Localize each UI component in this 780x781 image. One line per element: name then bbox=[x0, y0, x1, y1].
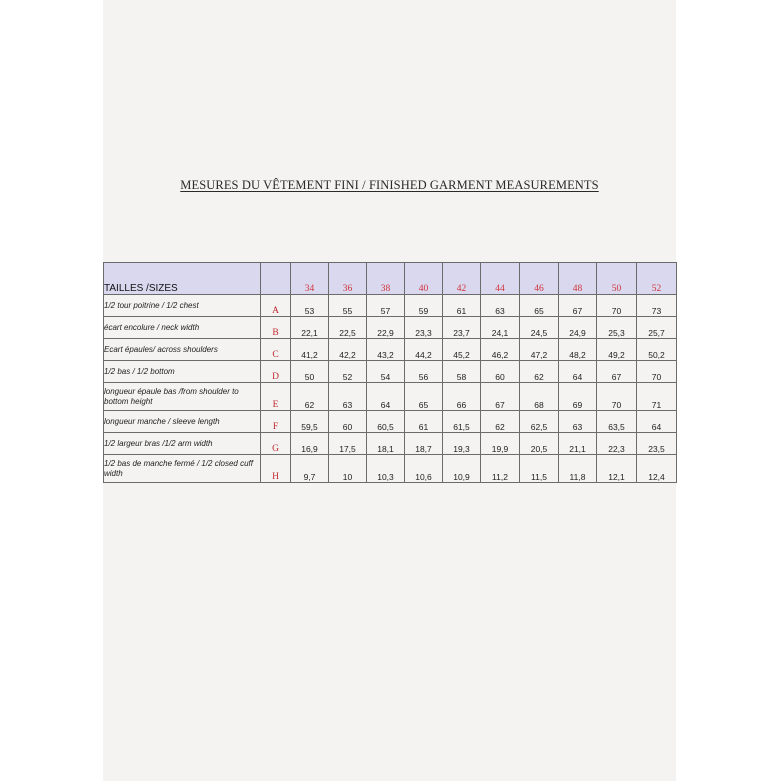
measurement-value: 10,3 bbox=[367, 455, 405, 483]
measurement-code: F bbox=[261, 411, 291, 433]
measurement-value: 69 bbox=[559, 383, 597, 411]
measurement-value: 53 bbox=[291, 295, 329, 317]
measurement-value: 57 bbox=[367, 295, 405, 317]
measurement-code: H bbox=[261, 455, 291, 483]
size-header: 36 bbox=[329, 263, 367, 295]
measurement-value: 11,8 bbox=[559, 455, 597, 483]
table-row bbox=[104, 339, 677, 361]
size-header-row bbox=[104, 263, 677, 295]
measurement-label: 1/2 tour poitrine / 1/2 chest bbox=[104, 295, 261, 317]
measurement-code: C bbox=[261, 339, 291, 361]
measurement-value: 73 bbox=[637, 295, 677, 317]
table-row bbox=[104, 361, 677, 383]
measurement-value: 67 bbox=[597, 361, 637, 383]
measurement-value: 67 bbox=[559, 295, 597, 317]
measurement-value: 47,2 bbox=[520, 339, 559, 361]
measurement-value: 23,3 bbox=[405, 317, 443, 339]
size-header: 42 bbox=[443, 263, 481, 295]
measurement-value: 63 bbox=[481, 295, 520, 317]
measurement-label: 1/2 largeur bras /1/2 arm width bbox=[104, 433, 261, 455]
measurement-value: 70 bbox=[637, 361, 677, 383]
table-row bbox=[104, 383, 677, 411]
measurement-value: 59 bbox=[405, 295, 443, 317]
measurement-value: 10,9 bbox=[443, 455, 481, 483]
measurement-value: 68 bbox=[520, 383, 559, 411]
measurement-value: 12,1 bbox=[597, 455, 637, 483]
measurement-value: 10,6 bbox=[405, 455, 443, 483]
measurement-value: 49,2 bbox=[597, 339, 637, 361]
measurement-value: 18,1 bbox=[367, 433, 405, 455]
measurement-label: 1/2 bas / 1/2 bottom bbox=[104, 361, 261, 383]
measurement-value: 43,2 bbox=[367, 339, 405, 361]
measurement-value: 60 bbox=[329, 411, 367, 433]
measurement-value: 65 bbox=[520, 295, 559, 317]
measurement-value: 71 bbox=[637, 383, 677, 411]
measurement-value: 24,1 bbox=[481, 317, 520, 339]
measurement-value: 20,5 bbox=[520, 433, 559, 455]
measurement-value: 24,5 bbox=[520, 317, 559, 339]
measurement-label: 1/2 bas de manche fermé / 1/2 closed cuff width bbox=[104, 455, 261, 483]
code-header-cell bbox=[261, 263, 291, 295]
measurement-value: 50,2 bbox=[637, 339, 677, 361]
measurement-value: 45,2 bbox=[443, 339, 481, 361]
measurement-label: longueur épaule bas /from shoulder to bottom height bbox=[104, 383, 261, 411]
table-row bbox=[104, 433, 677, 455]
table-row bbox=[104, 295, 677, 317]
measurement-value: 62 bbox=[520, 361, 559, 383]
size-header: 34 bbox=[291, 263, 329, 295]
measurement-value: 70 bbox=[597, 295, 637, 317]
measurement-value: 25,7 bbox=[637, 317, 677, 339]
measurement-value: 63 bbox=[329, 383, 367, 411]
measurement-value: 21,1 bbox=[559, 433, 597, 455]
measurement-value: 11,2 bbox=[481, 455, 520, 483]
measurement-value: 67 bbox=[481, 383, 520, 411]
measurement-value: 11,5 bbox=[520, 455, 559, 483]
measurement-value: 19,3 bbox=[443, 433, 481, 455]
measurement-label: longueur manche / sleeve length bbox=[104, 411, 261, 433]
size-chart-table bbox=[103, 262, 677, 483]
measurement-label: écart encolure / neck width bbox=[104, 317, 261, 339]
measurement-value: 54 bbox=[367, 361, 405, 383]
measurement-value: 22,1 bbox=[291, 317, 329, 339]
measurement-value: 10 bbox=[329, 455, 367, 483]
measurement-value: 61,5 bbox=[443, 411, 481, 433]
measurement-value: 46,2 bbox=[481, 339, 520, 361]
measurement-value: 24,9 bbox=[559, 317, 597, 339]
measurement-value: 16,9 bbox=[291, 433, 329, 455]
measurement-value: 60 bbox=[481, 361, 520, 383]
measurement-value: 64 bbox=[637, 411, 677, 433]
measurement-value: 61 bbox=[405, 411, 443, 433]
size-header: 52 bbox=[637, 263, 677, 295]
measurement-value: 19,9 bbox=[481, 433, 520, 455]
measurement-value: 25,3 bbox=[597, 317, 637, 339]
measurement-value: 18,7 bbox=[405, 433, 443, 455]
measurement-value: 64 bbox=[367, 383, 405, 411]
measurement-value: 22,9 bbox=[367, 317, 405, 339]
size-header: 46 bbox=[520, 263, 559, 295]
measurement-value: 41,2 bbox=[291, 339, 329, 361]
measurement-value: 22,5 bbox=[329, 317, 367, 339]
measurement-code: E bbox=[261, 383, 291, 411]
measurement-value: 62,5 bbox=[520, 411, 559, 433]
document-page bbox=[103, 0, 676, 781]
measurement-value: 59,5 bbox=[291, 411, 329, 433]
measurement-label: Ecart épaules/ across shoulders bbox=[104, 339, 261, 361]
measurement-value: 48,2 bbox=[559, 339, 597, 361]
measurement-value: 44,2 bbox=[405, 339, 443, 361]
size-header: 38 bbox=[367, 263, 405, 295]
measurement-value: 61 bbox=[443, 295, 481, 317]
measurement-value: 56 bbox=[405, 361, 443, 383]
measurement-value: 65 bbox=[405, 383, 443, 411]
measurement-value: 50 bbox=[291, 361, 329, 383]
sizes-header-label: TAILLES /SIZES bbox=[104, 263, 261, 295]
measurement-value: 62 bbox=[481, 411, 520, 433]
size-header: 48 bbox=[559, 263, 597, 295]
measurement-value: 9,7 bbox=[291, 455, 329, 483]
measurement-value: 63 bbox=[559, 411, 597, 433]
measurement-value: 52 bbox=[329, 361, 367, 383]
table-row bbox=[104, 455, 677, 483]
measurement-value: 66 bbox=[443, 383, 481, 411]
measurement-value: 58 bbox=[443, 361, 481, 383]
measurement-value: 12,4 bbox=[637, 455, 677, 483]
measurement-value: 63,5 bbox=[597, 411, 637, 433]
size-header: 50 bbox=[597, 263, 637, 295]
page-title: MESURES DU VÊTEMENT FINI / FINISHED GARMENT MEASUREMENTS bbox=[180, 178, 599, 192]
size-header: 40 bbox=[405, 263, 443, 295]
table-row bbox=[104, 411, 677, 433]
measurement-value: 42,2 bbox=[329, 339, 367, 361]
measurement-value: 55 bbox=[329, 295, 367, 317]
size-header: 44 bbox=[481, 263, 520, 295]
measurement-value: 17,5 bbox=[329, 433, 367, 455]
measurement-value: 62 bbox=[291, 383, 329, 411]
measurement-value: 70 bbox=[597, 383, 637, 411]
measurement-value: 60,5 bbox=[367, 411, 405, 433]
measurement-rows bbox=[104, 295, 677, 483]
measurement-code: B bbox=[261, 317, 291, 339]
measurement-value: 64 bbox=[559, 361, 597, 383]
measurement-code: A bbox=[261, 295, 291, 317]
table-row bbox=[104, 317, 677, 339]
measurement-code: G bbox=[261, 433, 291, 455]
measurement-code: D bbox=[261, 361, 291, 383]
measurement-value: 23,5 bbox=[637, 433, 677, 455]
measurement-value: 22,3 bbox=[597, 433, 637, 455]
measurement-value: 23,7 bbox=[443, 317, 481, 339]
